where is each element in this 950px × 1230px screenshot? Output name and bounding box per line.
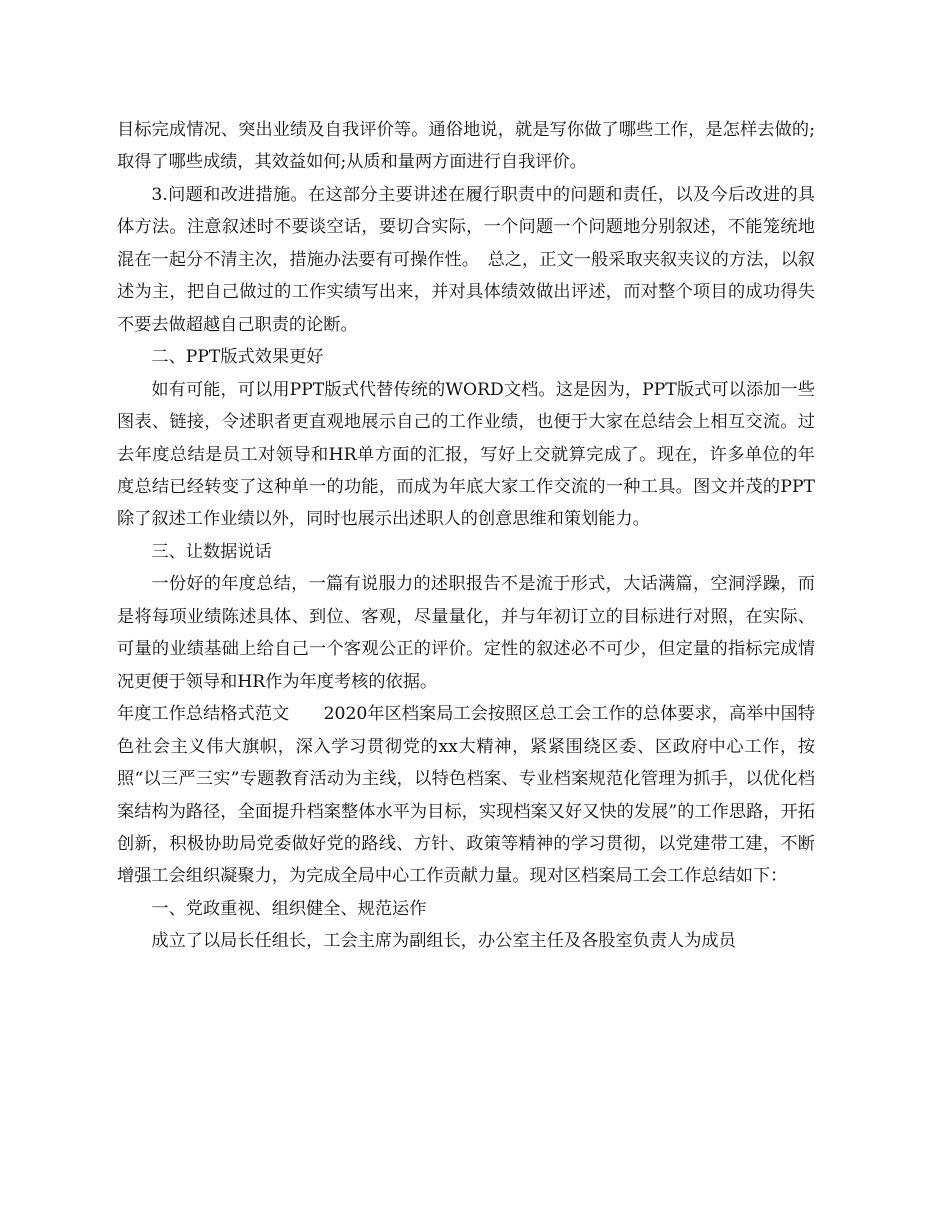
heading-ppt-format: 二、PPT版式效果更好 bbox=[151, 347, 324, 368]
paragraph-problems-improvement: 3.问题和改进措施。在这部分主要讲述在履行职责中的问题和责任，以及今后改进的具体方法。注意叙述时不要谈空话，要切合实际，一个问题一个问题地分别叙述，不能笼统地混在一起分不清主次，措施办法要有可操作性。 总之，正文一般采取夹叙夹议的方法，以叙述为主，把自己做过的工作实绩写出来，并对具体绩效做出评述，而对整个项目的成功得失不要去做超越自己职责的论断。 bbox=[117, 184, 815, 335]
paragraph-sample-summary: 年度工作总结格式范文 2020年区档案局工会按照区总工会工作的总体要求，高举中国特色社会主义伟大旗帜，深入学习贯彻党的xx大精神，紧紧围绕区委、区政府中心工作，按照“以三严三实”专题教育活动为主线，以特色档案、专业档案规范化管理为抓手，以优化档案结构为路径，全面提升档案整体水平为目标，实现档案又好又快的发展”的工作思路，开拓创新，积极协助局党委做好党的路线、方针、政策等精神的学习贯彻，以党建带工建，不断增强工会组织凝聚力，为完成全局中心工作贡献力量。现对区档案局工会工作总结如下： bbox=[117, 704, 815, 887]
heading-party-organization: 一、党政重视、组织健全、规范运作 bbox=[151, 898, 427, 919]
paragraph-ppt-format: 如有可能，可以用PPT版式代替传统的WORD文档。这是因为，PPT版式可以添加一些图表、链接，令述职者更直观地展示自己的工作业绩，也便于大家在总结会上相互交流。过去年度总结是员工对领导和HR单方面的汇报，写好上交就算完成了。现在，许多单位的年度总结已经转变了这种单一的功能，而成为年底大家工作交流的一种工具。图文并茂的PPT除了叙述工作业绩以外，同时也展示出述职人的创意思维和策划能力。 bbox=[117, 379, 815, 530]
paragraph-goal-completion: 目标完成情况、突出业绩及自我评价等。通俗地说，就是写你做了哪些工作，是怎样去做的;取得了哪些成绩，其效益如何;从质和量两方面进行自我评价。 bbox=[117, 120, 815, 173]
paragraph-leadership-group: 成立了以局长任组长，工会主席为副组长，办公室主任及各股室负责人为成员 bbox=[151, 931, 736, 952]
document-body bbox=[117, 114, 815, 958]
heading-data-speaks: 三、让数据说话 bbox=[151, 541, 272, 562]
paragraph-data-speaks: 一份好的年度总结，一篇有说服力的述职报告不是流于形式，大话满篇，空洞浮躁，而是将每项业绩陈述具体、到位、客观，尽量量化，并与年初订立的目标进行对照，在实际、可量的业绩基础上给自己一个客观公正的评价。定性的叙述必不可少，但定量的指标完成情况更便于领导和HR作为年度考核的依据。 bbox=[117, 574, 815, 692]
